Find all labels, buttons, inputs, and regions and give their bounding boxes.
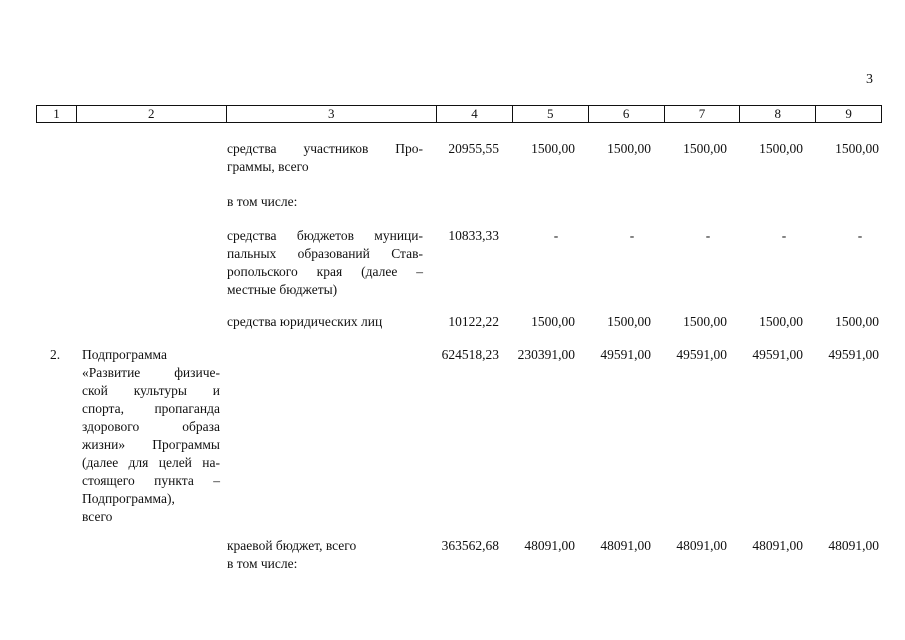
row-legal-entities-col6: 1500,00 bbox=[607, 314, 651, 329]
row-local-budgets-col9 bbox=[803, 227, 879, 245]
row-local-budgets-col5 bbox=[499, 227, 575, 245]
row-legal-entities-col5: 1500,00 bbox=[531, 314, 575, 329]
table-header bbox=[36, 105, 882, 123]
row-including-label: в том числе: bbox=[227, 194, 298, 209]
row-subprogram-col4: 624518,23 bbox=[441, 347, 499, 362]
row-subprogram-col5: 230391,00 bbox=[517, 347, 575, 362]
row-local-budgets-col6 bbox=[575, 227, 651, 245]
header-col-5: 5 bbox=[513, 106, 589, 122]
row-regional-budget-col5: 48091,00 bbox=[524, 538, 575, 553]
row-regional-budget-description bbox=[227, 537, 423, 573]
page-number: 3 bbox=[866, 72, 873, 87]
row-regional-budget-col4: 363562,68 bbox=[441, 538, 499, 553]
dash-value: - bbox=[553, 228, 559, 243]
subprogram-description bbox=[82, 346, 220, 526]
row-subprogram-col7: 49591,00 bbox=[676, 347, 727, 362]
row-participants-col8: 1500,00 bbox=[759, 141, 803, 156]
subprogram-line: жизни» Программы bbox=[82, 437, 220, 452]
row-local-budgets-col8 bbox=[727, 227, 803, 245]
row-local-budgets-col4: 10833,33 bbox=[448, 228, 499, 243]
subprogram-line: всего bbox=[82, 509, 113, 524]
description-line: местные бюджеты) bbox=[227, 282, 338, 297]
description-line: ропольского края (далее – bbox=[227, 264, 423, 279]
row-regional-budget-col9: 48091,00 bbox=[828, 538, 879, 553]
dash-value: - bbox=[781, 228, 787, 243]
description-line: граммы, всего bbox=[227, 159, 309, 174]
header-col-2: 2 bbox=[77, 106, 227, 122]
row-local-budgets-col7 bbox=[651, 227, 727, 245]
dash-value: - bbox=[705, 228, 711, 243]
header-col-6: 6 bbox=[589, 106, 665, 122]
header-col-7: 7 bbox=[665, 106, 741, 122]
row-regional-budget-col6: 48091,00 bbox=[600, 538, 651, 553]
description-line: пальных образований Став- bbox=[227, 246, 423, 261]
subprogram-line: Подпрограмма bbox=[82, 347, 167, 362]
row-number: 2. bbox=[50, 347, 61, 362]
row-participants-col7: 1500,00 bbox=[683, 141, 727, 156]
dash-value: - bbox=[857, 228, 863, 243]
row-legal-entities-col8: 1500,00 bbox=[759, 314, 803, 329]
row-legal-entities-col7: 1500,00 bbox=[683, 314, 727, 329]
header-col-9: 9 bbox=[845, 106, 852, 121]
row-participants-col4: 20955,55 bbox=[448, 141, 499, 156]
row-participants-col5: 1500,00 bbox=[531, 141, 575, 156]
subprogram-line: Подпрограмма), bbox=[82, 491, 175, 506]
row-legal-entities-description: средства юридических лиц bbox=[227, 314, 383, 329]
subprogram-line: «Развитие физиче- bbox=[82, 365, 220, 380]
header-col-8: 8 bbox=[740, 106, 816, 122]
row-participants-description bbox=[227, 140, 423, 176]
subprogram-line: стоящего пункта – bbox=[82, 473, 220, 488]
subprogram-line: ской культуры и bbox=[82, 383, 220, 398]
subprogram-line: (далее для целей на- bbox=[82, 455, 220, 470]
row-regional-budget-col8: 48091,00 bbox=[752, 538, 803, 553]
description-line: краевой бюджет, всего bbox=[227, 538, 357, 553]
subprogram-line: спорта, пропаганда bbox=[82, 401, 220, 416]
row-subprogram-col9: 49591,00 bbox=[828, 347, 879, 362]
header-col-1: 1 bbox=[37, 106, 77, 122]
row-legal-entities-col9: 1500,00 bbox=[835, 314, 879, 329]
description-line: средства бюджетов муници- bbox=[227, 228, 423, 243]
header-col-4: 4 bbox=[437, 106, 513, 122]
row-subprogram-col6: 49591,00 bbox=[600, 347, 651, 362]
header-col-3: 3 bbox=[227, 106, 438, 122]
dash-value: - bbox=[629, 228, 635, 243]
description-line: средства участников Про- bbox=[227, 141, 423, 156]
subprogram-line: здорового образа bbox=[82, 419, 220, 434]
row-legal-entities-col4: 10122,22 bbox=[448, 314, 499, 329]
row-subprogram-col8: 49591,00 bbox=[752, 347, 803, 362]
row-local-budgets-description bbox=[227, 227, 423, 299]
row-participants-col9: 1500,00 bbox=[835, 141, 879, 156]
row-regional-budget-col7: 48091,00 bbox=[676, 538, 727, 553]
description-line: в том числе: bbox=[227, 556, 298, 571]
row-participants-col6: 1500,00 bbox=[607, 141, 651, 156]
